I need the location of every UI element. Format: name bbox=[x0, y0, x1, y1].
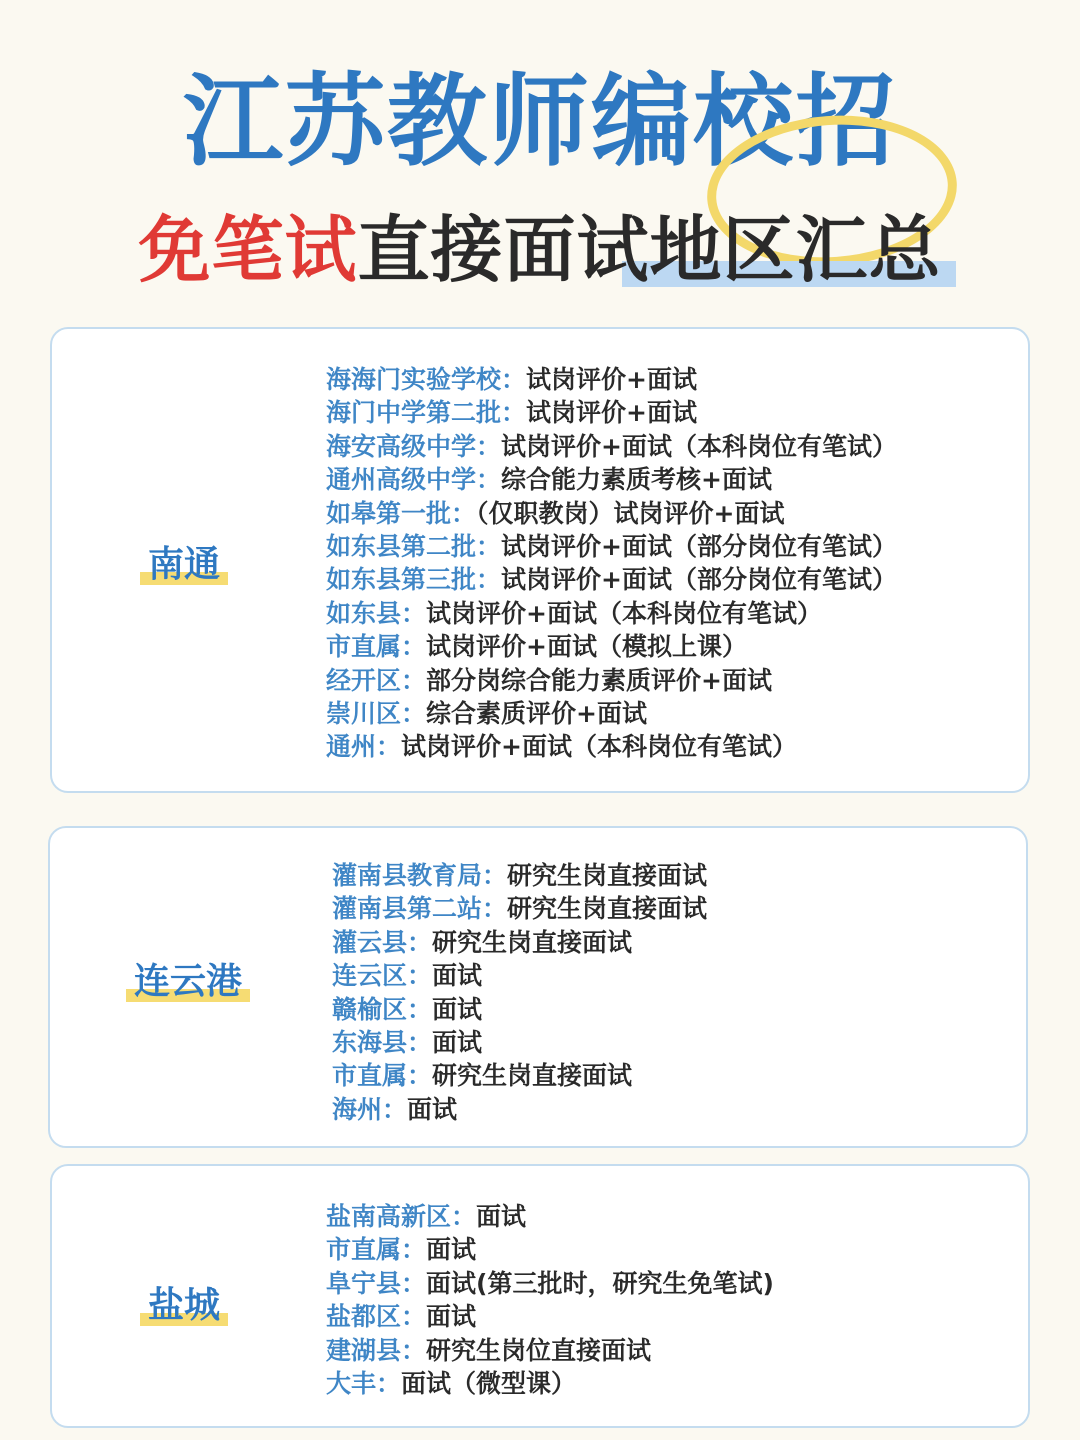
section-card-nantong bbox=[50, 327, 1030, 793]
list-item: 灌南县第二站：研究生岗直接面试 bbox=[332, 894, 708, 924]
section-card-lianyungang bbox=[48, 826, 1028, 1148]
list-item: 崇川区：综合素质评价+面试 bbox=[326, 699, 647, 729]
entry-list bbox=[326, 363, 897, 764]
list-item: 建湖县：研究生岗位直接面试 bbox=[326, 1335, 652, 1365]
list-item: 大丰：面试（微型课） bbox=[326, 1369, 577, 1399]
list-item: 阜宁县：面试(第三批时，研究生免笔试) bbox=[326, 1268, 774, 1298]
region-label: 南通 bbox=[148, 543, 220, 587]
subtitle-red: 免笔试 bbox=[138, 208, 358, 292]
list-item: 市直属：研究生岗直接面试 bbox=[332, 1061, 633, 1091]
list-item: 海安高级中学：试岗评价+面试（本科岗位有笔试） bbox=[326, 431, 897, 461]
list-item: 通州：试岗评价+面试（本科岗位有笔试） bbox=[326, 732, 797, 762]
entry-list bbox=[326, 1200, 774, 1400]
list-item: 如东县：试岗评价+面试（本科岗位有笔试） bbox=[326, 598, 822, 628]
list-item: 海海门实验学校：试岗评价+面试 bbox=[326, 365, 697, 394]
list-item: 东海县：面试 bbox=[332, 1028, 483, 1058]
list-item: 连云区：面试 bbox=[332, 961, 483, 991]
list-item: 如皋第一批：（仅职教岗）试岗评价+面试 bbox=[326, 498, 785, 528]
list-item: 盐南高新区：面试 bbox=[326, 1202, 527, 1231]
region-label: 盐城 bbox=[148, 1284, 220, 1328]
list-item: 海州：面试 bbox=[332, 1094, 458, 1124]
list-item: 灌南县教育局：研究生岗直接面试 bbox=[332, 861, 708, 890]
list-item: 经开区：部分岗综合能力素质评价+面试 bbox=[326, 665, 772, 695]
section-card-yancheng bbox=[50, 1164, 1030, 1428]
list-item: 灌云县：研究生岗直接面试 bbox=[332, 927, 633, 957]
title-main: 江苏教师编校招 bbox=[183, 63, 897, 180]
subtitle-dark: 直接面试地区汇总 bbox=[357, 208, 942, 292]
list-item: 如东县第二批：试岗评价+面试（部分岗位有笔试） bbox=[326, 532, 897, 562]
page-title bbox=[0, 62, 1080, 182]
list-item: 市直属：面试 bbox=[326, 1235, 477, 1265]
list-item: 海门中学第二批：试岗评价+面试 bbox=[326, 398, 697, 428]
list-item: 赣榆区：面试 bbox=[332, 994, 483, 1024]
region-label: 连云港 bbox=[134, 960, 242, 1004]
list-item: 通州高级中学：综合能力素质考核+面试 bbox=[326, 465, 772, 495]
page-subtitle bbox=[0, 205, 1080, 295]
entry-list bbox=[332, 859, 707, 1126]
list-item: 盐都区：面试 bbox=[326, 1302, 477, 1332]
list-item: 市直属：试岗评价+面试（模拟上课） bbox=[326, 632, 747, 662]
list-item: 如东县第三批：试岗评价+面试（部分岗位有笔试） bbox=[326, 565, 897, 595]
